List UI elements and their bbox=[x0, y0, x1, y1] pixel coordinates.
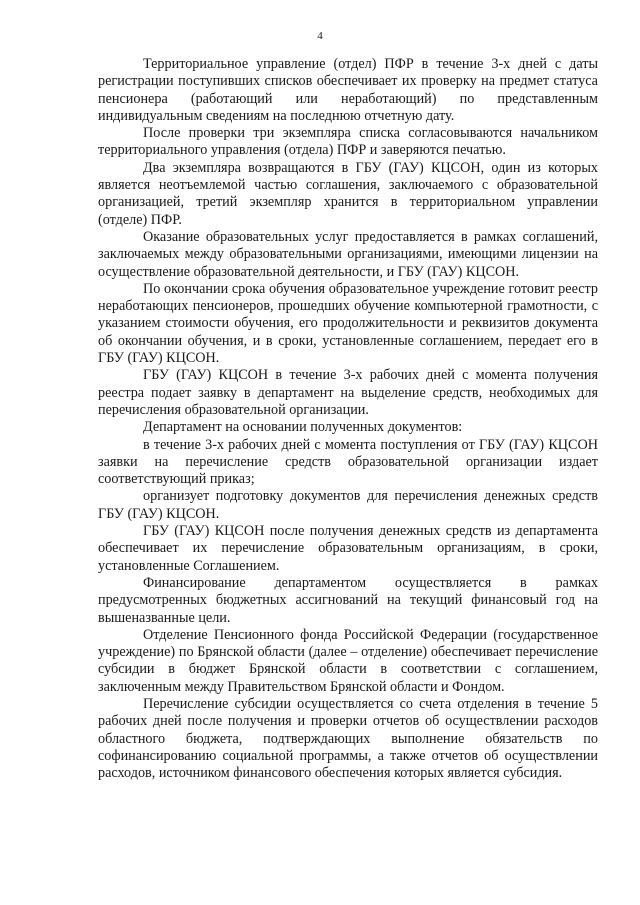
paragraph: в течение 3-х рабочих дней с момента поступления от ГБУ (ГАУ) КЦСОН заявки на перечисление средств образовательной организации издает соответствующий приказ; bbox=[98, 436, 598, 488]
paragraph: ГБУ (ГАУ) КЦСОН после получения денежных средств из департамента обеспечивает их перечисление образовательным организациям, в сроки, установленные Соглашением. bbox=[98, 523, 598, 574]
paragraph: Территориальное управление (отдел) ПФР в течение 3-х дней с даты регистрации поступивших списков обеспечивает их проверку на предмет статуса пенсионера (работающий или неработающий) по представленным индивидуальным сведениям на последнюю отчетную дату. bbox=[98, 56, 598, 124]
paragraph: После проверки три экземпляра списка согласовываются начальником территориального управления (отдела) ПФР и заверяются печатью. bbox=[98, 125, 598, 159]
paragraph: Перечисление субсидии осуществляется со счета отделения в течение 5 рабочих дней после получения и проверки отчетов об осуществлении расходов областного бюджета, подтверждающих выполнение обязательств по софинансированию социальной программы, а также отчетов об осуществлении расходов, источником финансового обеспечения которых является субсидия. bbox=[98, 695, 598, 782]
paragraph: По окончании срока обучения образовательное учреждение готовит реестр неработающих пенсионеров, прошедших обучение компьютерной грамотности, с указанием стоимости обучения, его продолжительности и реквизитов документа об окончании обучения, и в сроки, установленные соглашением, передает его в ГБУ (ГАУ) КЦСОН. bbox=[98, 280, 598, 367]
paragraph: организует подготовку документов для перечисления денежных средств ГБУ (ГАУ) КЦСОН. bbox=[98, 488, 598, 522]
paragraph: ГБУ (ГАУ) КЦСОН в течение 3-х рабочих дней с момента получения реестра подает заявку в департамент на выделение средств, необходимых для перечисления образовательной организации. bbox=[98, 367, 598, 418]
page-number: 4 bbox=[317, 30, 323, 42]
paragraph: Оказание образовательных услуг предоставляется в рамках соглашений, заключаемых между образовательными организациями, имеющими лицензии на осуществление образовательной деятельности, и ГБУ (ГАУ) КЦСОН. bbox=[98, 228, 598, 280]
paragraph: Департамент на основании полученных документов: bbox=[143, 419, 463, 436]
paragraph: Финансирование департаментом осуществляется в рамках предусмотренных бюджетных ассигнований на текущий финансовый год на вышеназванные цели. bbox=[98, 574, 598, 626]
paragraph: Отделение Пенсионного фонда Российской Федерации (государственное учреждение) по Брянской области (далее – отделение) обеспечивает перечисление субсидии в бюджет Брянской области в соответствии с соглашением, заключенным между Правительством Брянской области и Фондом. bbox=[98, 626, 598, 695]
document-body bbox=[98, 56, 598, 782]
paragraph: Два экземпляра возвращаются в ГБУ (ГАУ) КЦСОН, один из которых является неотъемлемой частью соглашения, заключаемого с образовательной организацией, третий экземпляр хранится в территориальном управлении (отделе) ПФР. bbox=[98, 159, 598, 228]
